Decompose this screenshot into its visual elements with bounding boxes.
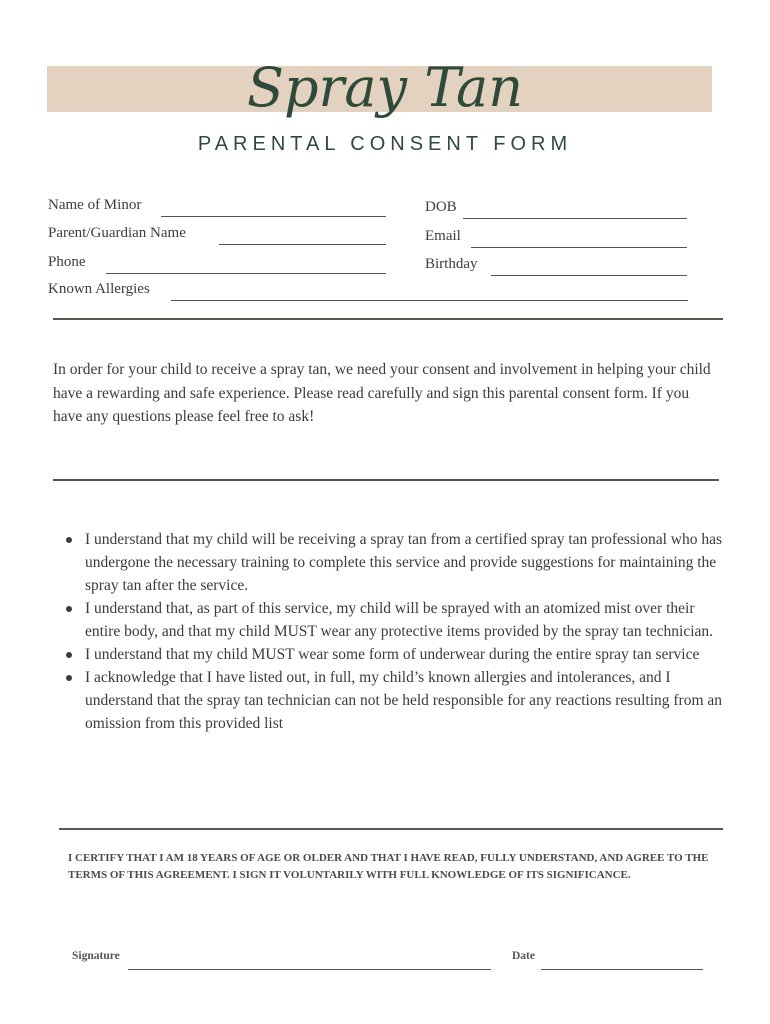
bullet-icon [66,652,72,658]
parent-guardian-label: Parent/Guardian Name [48,225,186,241]
list-item [66,528,726,597]
svg-text:Spray Tan: Spray Tan [246,56,524,119]
name-of-minor-line[interactable] [161,216,386,217]
divider-1 [53,318,723,320]
known-allergies-line[interactable] [171,300,688,301]
bullet-text: I understand that my child will be receiving a spray tan from a certified spray tan professional who has undergone the necessary training to complete this service and provide suggestions for maintaining the spray tan after the service. [85,531,723,594]
email-field[interactable] [425,228,687,250]
bullet-icon [66,537,72,543]
bullet-text: I understand that my child MUST wear some form of underwear during the entire spray tan service [85,646,700,663]
dob-field[interactable] [425,199,687,221]
divider-2 [53,479,719,481]
phone-line[interactable] [106,273,386,274]
consent-bullet-list [66,528,726,735]
list-item [66,666,726,735]
dob-line[interactable] [463,218,687,219]
dob-label: DOB [425,199,457,215]
name-of-minor-field[interactable] [48,197,386,219]
bullet-icon [66,675,72,681]
signature-field[interactable] [72,950,491,972]
certification-statement: I CERTIFY THAT I AM 18 YEARS OF AGE OR OLDER AND THAT I HAVE READ, FULLY UNDERSTAND, AND AGREE TO THE TERMS OF THIS AGREEMENT. I SIGN IT VOLUNTARILY WITH FULL KNOWLEDGE OF ITS SIGNIFICANCE. [68,852,709,881]
date-field[interactable] [512,950,703,972]
date-label: Date [512,950,535,962]
bullet-icon [66,606,72,612]
parent-guardian-field[interactable] [48,225,386,247]
list-item [66,643,726,666]
known-allergies-field[interactable] [48,281,688,303]
phone-label: Phone [48,254,86,270]
birthday-field[interactable] [425,256,687,278]
phone-field[interactable] [48,254,386,276]
script-title [0,28,770,148]
date-line[interactable] [541,969,703,970]
known-allergies-label: Known Allergies [48,281,150,297]
signature-line[interactable] [128,969,491,970]
email-line[interactable] [471,247,687,248]
parent-guardian-line[interactable] [219,244,386,245]
bullet-text: I understand that, as part of this service, my child will be sprayed with an atomized mist over their entire body, and that my child MUST wear any protective items provided by the spray tan technician. [85,600,714,640]
birthday-label: Birthday [425,256,478,272]
signature-label: Signature [72,950,120,962]
birthday-line[interactable] [491,275,687,276]
divider-3 [59,828,723,830]
intro-paragraph: In order for your child to receive a spray tan, we need your consent and involvement in helping your child have a rewarding and safe experience. Please read carefully and sign this parental consent form. If you have any questions please feel free to ask! [53,361,711,425]
list-item [66,597,726,643]
email-label: Email [425,228,461,244]
bullet-text: I acknowledge that I have listed out, in full, my child’s known allergies and intolerances, and I understand that the spray tan technician can not be held responsible for any reactions resulting from an omission from this provided list [85,669,723,732]
form-subtitle: PARENTAL CONSENT FORM [197,133,573,155]
name-of-minor-label: Name of Minor [48,197,142,213]
